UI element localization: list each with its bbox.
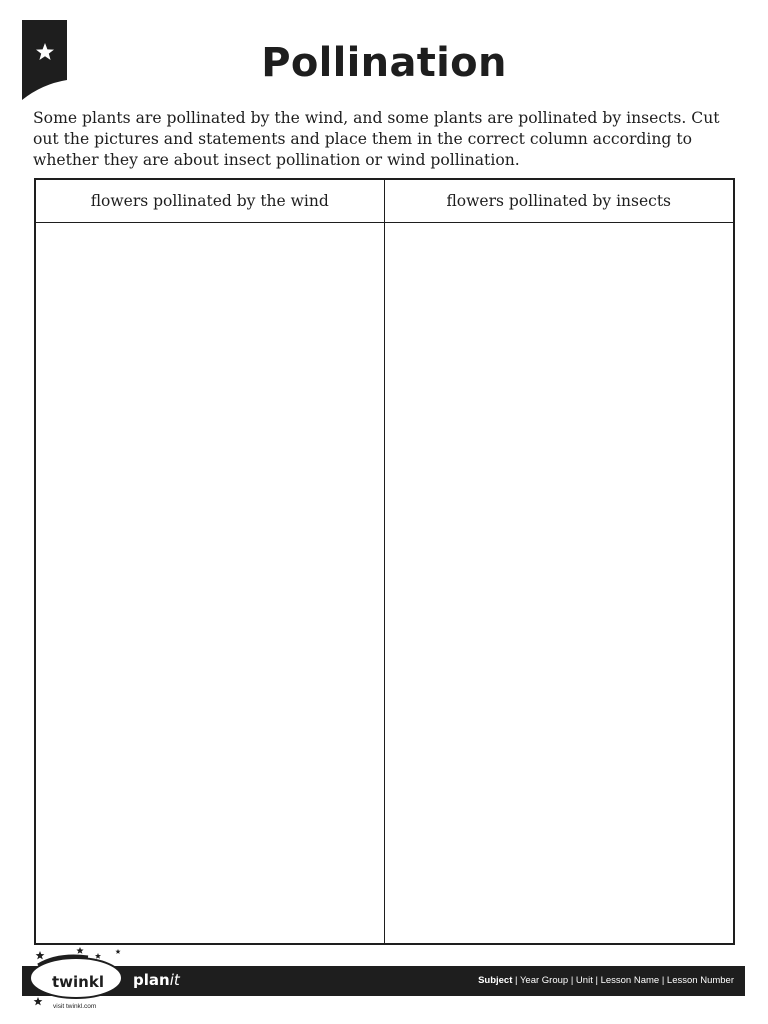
page-title: Pollination — [261, 40, 507, 86]
sorting-table — [34, 178, 735, 945]
footer-meta — [478, 975, 734, 986]
visit-link-text: visit twinkl.com — [53, 1003, 97, 1010]
column-body-wind — [36, 223, 385, 943]
column-header-wind: flowers pollinated by the wind — [36, 180, 385, 223]
instructions-text: Some plants are pollinated by the wind, and some plants are pollinated by insects. Cut out the pictures and statements and place them in the correct column according to whether they are about insect pollination or wind pollination. — [33, 109, 720, 169]
footer-meta-rest: | Year Group | Unit | Lesson Name | Lesson Number — [512, 975, 734, 986]
column-body-insects — [385, 223, 734, 943]
brand-logo-text: twinkl — [52, 973, 104, 991]
planit-bold: plan — [133, 971, 170, 989]
column-header-insects: flowers pollinated by insects — [385, 180, 734, 223]
footer-subject: Subject — [478, 975, 513, 986]
planit-italic: it — [169, 971, 180, 989]
planit-brand — [133, 971, 180, 989]
